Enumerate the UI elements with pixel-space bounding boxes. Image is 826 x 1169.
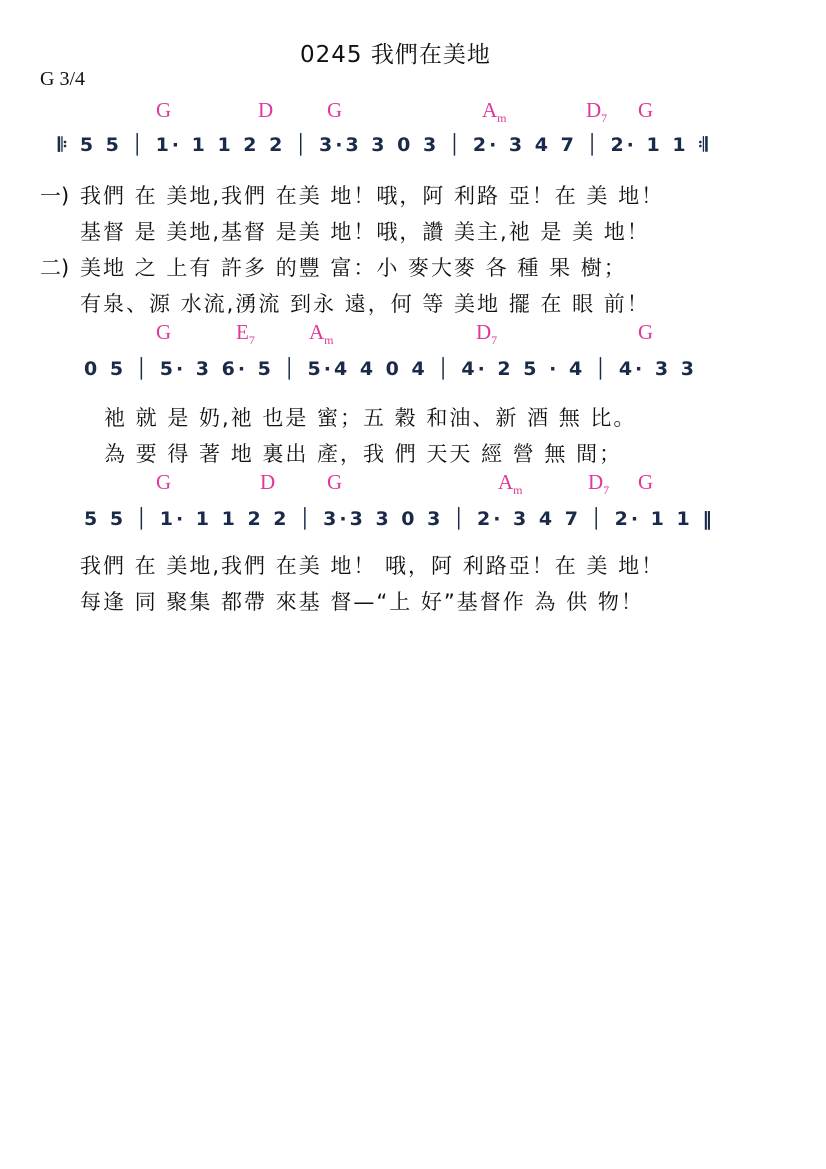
chord: D xyxy=(260,470,276,494)
chord: $D_7$ xyxy=(586,98,608,126)
lyric-line: 基督 是 美地,基督 是美 地！哦，讚 美主,祂 是 美 地！ xyxy=(80,220,650,244)
chord: D xyxy=(258,98,274,122)
lyric-line: 有泉、源 水流,湧流 到永 遠，何 等 美地 擺 在 眼 前！ xyxy=(80,292,650,316)
lyric-line: 美地 之 上有 許多 的豐 富：小 麥大麥 各 種 果 樹； xyxy=(80,256,627,280)
chord: $D_7$ xyxy=(588,470,610,498)
chord: G xyxy=(638,470,654,494)
key-signature: G 3/4 xyxy=(40,68,85,90)
chord: $D_7$ xyxy=(476,320,498,348)
chord: $A_m$ xyxy=(482,98,507,126)
page-title: 0245 我們在美地 xyxy=(300,42,491,68)
chord: G xyxy=(638,320,654,344)
verse-label: 一) xyxy=(40,184,70,208)
chord: G xyxy=(327,470,343,494)
verse-label: 二) xyxy=(40,256,70,280)
lyric-line: 我們 在 美地,我們 在美 地！ 哦，阿 利路亞！在 美 地！ xyxy=(80,554,665,578)
chord: G xyxy=(156,470,172,494)
notation-line: 𝄆 5 5 │ 1· 1 1 2 2 │ 3·3 3 0 3 │ 2· 3 4 7 │ 2· 1 1 𝄇 xyxy=(58,134,711,156)
chord: G xyxy=(156,98,172,122)
lyric-line: 為 要 得 著 地 裏出 產，我 們 天天 經 營 無 間； xyxy=(104,442,623,466)
notation-line: 0 5 │ 5· 3 6· 5 │ 5·4 4 0 4 │ 4· 2 5 · 4 │ 4· 3 3 xyxy=(84,358,697,380)
chord: $A_m$ xyxy=(498,470,523,498)
lyric-line: 每逢 同 聚集 都帶 來基 督—“上 好”基督作 為 供 物！ xyxy=(80,590,644,614)
notation-line: 5 5 │ 1· 1 1 2 2 │ 3·3 3 0 3 │ 2· 3 4 7 │ 2· 1 1 ‖ xyxy=(84,508,715,530)
chord: G xyxy=(327,98,343,122)
lyric-line: 我們 在 美地,我們 在美 地！哦，阿 利路 亞！在 美 地！ xyxy=(80,184,665,208)
chord: G xyxy=(638,98,654,122)
chord: $A_m$ xyxy=(309,320,334,348)
chord: $E_7$ xyxy=(236,320,255,348)
lyric-line: 祂 就 是 奶,祂 也是 蜜；五 穀 和油、新 酒 無 比。 xyxy=(104,406,637,430)
chord: G xyxy=(156,320,172,344)
